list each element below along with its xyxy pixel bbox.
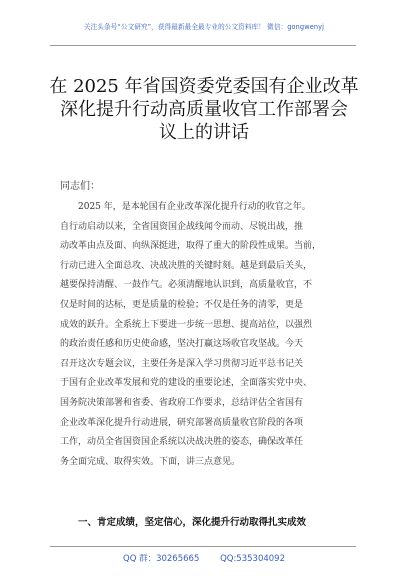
body-line: 2025 年，是本轮国有企业改革深化提升行动的收官之年。 — [78, 202, 311, 212]
body-line: 仅是时间的达标，更是质量的检验；不仅是任务的清零，更是 — [60, 299, 304, 310]
body-line: 工作，动员全省国资国企系统以决战决胜的姿态，确保改革任 — [60, 437, 304, 448]
body-line: 召开这次专题会议，主要任务是深入学习贯彻习近平总书记关 — [60, 358, 304, 369]
body-line: 自行动启动以来，全省国资国企战线闻令而动、尽锐出战，推 — [60, 221, 304, 232]
title-line: 议上的讲话 — [159, 122, 249, 143]
body-line: 国务院决策部署和省委、省政府工作要求，总结评估全省国有 — [60, 397, 304, 408]
footer-qq-contact: QQ:535304092 — [220, 554, 285, 564]
document-title — [30, 75, 378, 144]
footer-divider — [50, 546, 356, 547]
footer-note — [0, 552, 408, 564]
body-line: 企业改革深化提升行动进展，研究部署高质量收官阶段的各项 — [60, 417, 304, 428]
body-line: 成效的跃升。全系统上下要进一步统一思想、提高站位，以强烈 — [60, 319, 313, 330]
title-line: 深化提升行动高质量收官工作部署会 — [60, 99, 348, 120]
header-divider — [50, 45, 356, 46]
footer-qq-group: QQ 群：30265665 — [123, 554, 200, 564]
title-line: 在 2025 年省国资委党委国有企业改革 — [49, 76, 359, 97]
greeting: 同志们： — [60, 181, 100, 192]
body-text — [60, 198, 350, 472]
body-line: 的政治责任感和历史使命感，坚决打赢这场收官攻坚战。今天 — [60, 339, 304, 350]
body-line: 务全面完成、取得实效。下面，讲三点意见。 — [60, 456, 241, 467]
section-heading: 一、肯定成绩，坚定信心，深化提升行动取得扎实成效 — [78, 517, 307, 528]
body-line: 于国有企业改革发展和党的建设的重要论述，全面落实党中央、 — [60, 378, 313, 389]
body-line: 行动已进入全面总攻、决战决胜的关键时刻。越是到最后关头， — [60, 260, 313, 271]
body-line: 动改革由点及面、向纵深挺进，取得了重大的阶段性成果。当前， — [60, 241, 322, 252]
header-note: 关注头条号“公文研究”，获得最新最全最专业的公文资料库！ 微信：gongwenyj — [83, 23, 325, 31]
body-line: 越要保持清醒、一鼓作气。必须清醒地认识到，高质量收官，不 — [60, 280, 313, 291]
